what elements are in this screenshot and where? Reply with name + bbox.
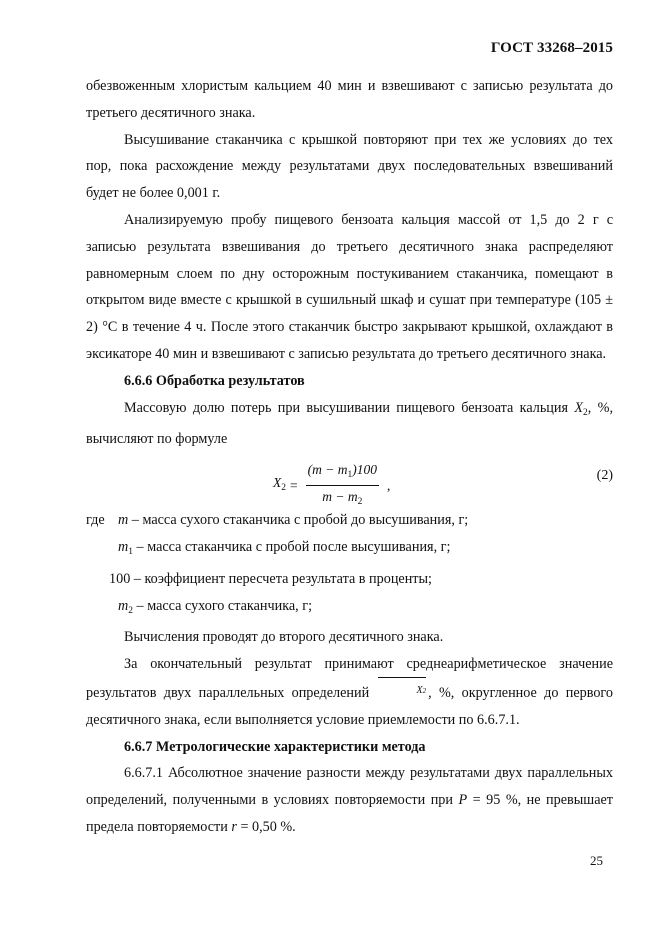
where-item-m2 (86, 593, 613, 625)
formula-lhs-var: X (273, 475, 282, 491)
paragraph-drying-repeat: Высушивание стаканчика с крышкой повторяют при тех же условиях до тех пор, пока расхождение между результатами двух последовательных взвешиваний будет не более 0,001 г. (86, 131, 613, 202)
formula-x2 (273, 461, 390, 511)
where-label: где (86, 512, 105, 529)
probability-symbol: P (458, 792, 468, 809)
where-symbol: m (118, 538, 129, 555)
paragraph-final-result (86, 651, 613, 733)
denominator-pre: m − m (322, 489, 358, 505)
numerator-pre: (m − m (307, 462, 348, 478)
intro-text-post: , %, вычисляют по формуле (86, 399, 613, 448)
paragraph-6-6-7-1 (86, 760, 613, 840)
where-list (86, 507, 613, 624)
formula-equals: = (290, 477, 298, 493)
repeatability-text-mid: = 95 %, не превышает предела повторяемости (86, 792, 613, 835)
numerator-post: )100 (352, 462, 377, 478)
numerator-sub: 1 (347, 470, 353, 481)
paragraph-continuation: обезвоженным хлористым кальцием 40 мин и взвешивают с записью результата до третьего десятичного знака. (86, 78, 613, 121)
where-symbol: m (118, 597, 129, 614)
paragraph-sample-procedure: Анализируемую пробу пищевого бензоата кальция массой от 1,5 до 2 г с записью результата взвешивания до третьего десятичного знака распределяют равномерным слоем по дну осторожным постукиванием стаканчика, помещают в открытом виде вместе с крышкой в сушильный шкаф и сушат при температуре (105 ± 2) °С в течение 4 ч. После этого стаканчик быстро закрывают крышкой, охлаждают в эксикаторе 40 мин и взвешивают с записью результата до третьего десятичного знака. (86, 211, 613, 362)
where-symbol: m (118, 512, 129, 529)
repeatability-text-pre: 6.6.7.1 Абсолютное значение разности между результатами двух параллельных определений, полученными в условиях повторяемости при (86, 765, 613, 809)
mean-symbol-var: X (416, 684, 423, 696)
page-number: 25 (590, 853, 603, 868)
intro-variable: X (574, 399, 584, 416)
where-description: – масса стаканчика с пробой после высушивания, г; (133, 538, 451, 555)
where-symbol-sub: 2 (128, 605, 133, 616)
paragraph-formula-intro (86, 395, 613, 454)
intro-text-pre: Массовую долю потерь при высушивании пищевого бензоата кальция (124, 399, 575, 416)
repeatability-text-post: = 0,50 %. (236, 818, 296, 835)
denominator-sub: 2 (357, 497, 363, 508)
repeatability-limit-symbol: r (231, 818, 237, 835)
formula-lhs-sub: 2 (281, 483, 286, 494)
mean-symbol-sub: 2 (422, 686, 427, 695)
where-description: – масса сухого стаканчика с пробой до высушивания, г; (128, 512, 469, 529)
paragraph-rounding: Вычисления проводят до второго десятичного знака. (124, 629, 444, 646)
where-description: – масса сухого стаканчика, г; (133, 597, 313, 614)
where-item-100 (86, 566, 613, 593)
formula-comma: , (386, 477, 391, 493)
formula-numerator (306, 461, 379, 486)
final-text-pre: За окончательный результат принимают среднеарифметическое значение результатов двух параллельных определений (86, 656, 613, 701)
mean-symbol (378, 678, 426, 705)
document-body (86, 73, 613, 841)
intro-variable-subscript: 2 (583, 407, 588, 418)
final-text-post: , %, округленное до первого десятичного знака, если выполняется условие приемлемости по 6.6.7.1. (86, 684, 613, 728)
where-description: 100 – коэффициент пересчета результата в проценты; (109, 570, 432, 587)
formula-denominator (322, 486, 362, 511)
where-symbol-sub: 1 (128, 546, 133, 557)
formula-lhs (273, 470, 286, 502)
where-item-m (86, 507, 613, 534)
section-heading-6-6-6: 6.6.6 Обработка результатов (124, 372, 305, 389)
formula-fraction (306, 461, 379, 511)
section-heading-6-6-7: 6.6.7 Метрологические характеристики метода (124, 738, 426, 755)
standard-number: ГОСТ 33268–2015 (490, 40, 613, 56)
equation-number: (2) (596, 468, 613, 484)
where-item-m1 (86, 534, 613, 566)
formula-block (86, 455, 613, 507)
